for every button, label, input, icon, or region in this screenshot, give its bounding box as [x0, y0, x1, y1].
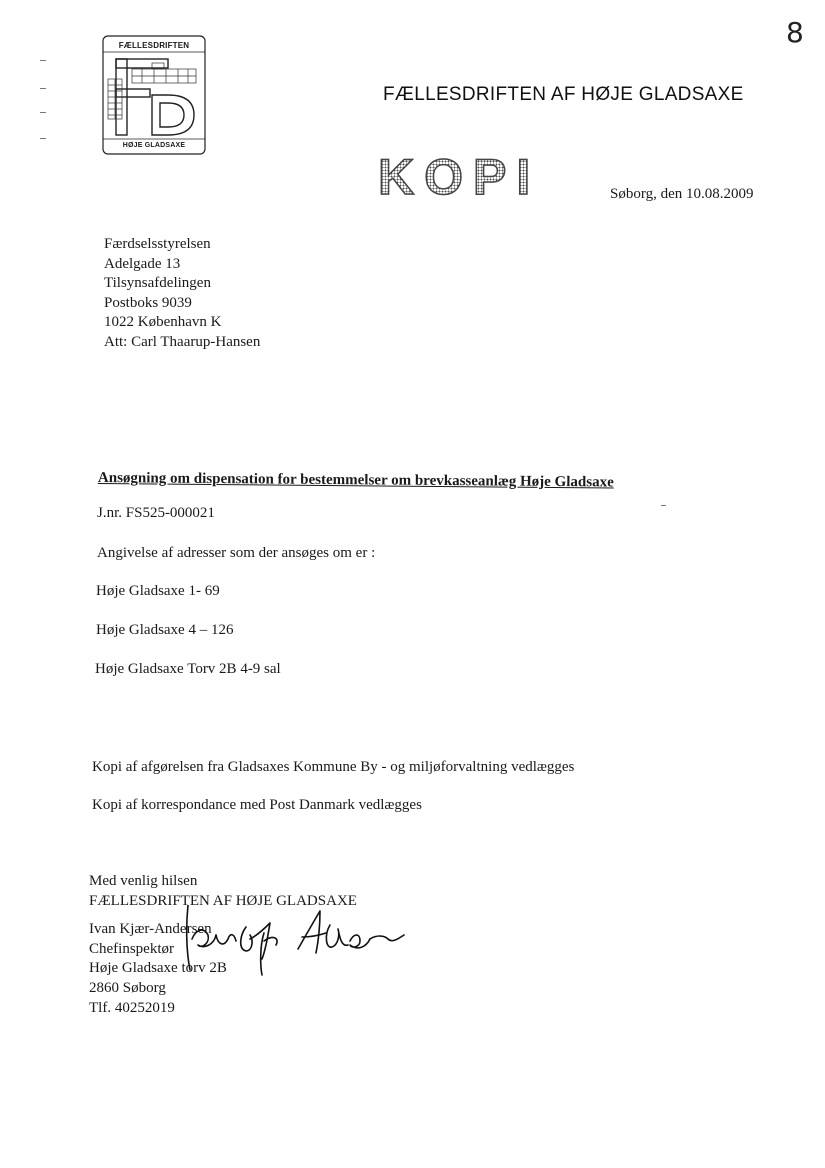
letter-subject: Ansøgning om dispensation for bestemmelser om brevkasseanlæg Høje Gladsaxe	[97, 470, 614, 491]
page-number: 8	[786, 16, 804, 49]
scan-mark	[40, 112, 46, 113]
scan-mark	[40, 60, 46, 61]
recipient-line: Færdselsstyrelsen	[104, 236, 211, 252]
signer-organization: FÆLLESDRIFTEN AF HØJE GLADSAXE	[89, 892, 357, 909]
intro-text: Angivelse af adresser som der ansøges om er :	[97, 545, 376, 561]
signer-street: Høje Gladsaxe torv 2B	[89, 960, 227, 977]
company-logo	[102, 35, 206, 155]
logo-bottom-text: HØJE GLADSAXE	[122, 142, 186, 149]
recipient-line: Adelgade 13	[104, 255, 181, 272]
handwritten-signature	[180, 905, 410, 985]
signer-phone: Tlf. 40252019	[89, 999, 175, 1016]
attachment-line: Kopi af korrespondance med Post Danmark vedlægges	[92, 797, 422, 813]
signer-city: 2860 Søborg	[89, 979, 166, 996]
closing-text: Med venlig hilsen	[89, 873, 198, 889]
reference-number: J.nr. FS525-000021	[97, 505, 215, 521]
address-item: Høje Gladsaxe 1- 69	[96, 583, 220, 599]
recipient-line: Postboks 9039	[104, 294, 192, 311]
recipient-line: Tilsynsafdelingen	[104, 275, 211, 292]
attachment-line: Kopi af afgørelsen fra Gladsaxes Kommune By - og miljøforvaltning vedlægges	[92, 759, 575, 775]
scan-mark	[661, 505, 666, 506]
kopi-stamp: KOPI	[378, 149, 541, 205]
scan-mark	[40, 88, 46, 89]
address-item: Høje Gladsaxe 4 – 126	[96, 622, 234, 638]
address-item: Høje Gladsaxe Torv 2B 4-9 sal	[95, 661, 281, 677]
recipient-address	[104, 235, 260, 353]
recipient-line: Att: Carl Thaarup-Hansen	[104, 333, 261, 350]
signer-title: Chefinspektør	[89, 940, 174, 957]
signer-name: Ivan Kjær-Andersen	[89, 921, 212, 938]
recipient-line: 1022 København K	[104, 314, 222, 331]
letter-date: Søborg, den 10.08.2009	[610, 186, 754, 202]
scan-mark	[40, 138, 46, 139]
fd-logo-icon	[102, 35, 206, 155]
organization-heading: FÆLLESDRIFTEN AF HØJE GLADSAXE	[383, 84, 744, 105]
logo-top-text: FÆLLESDRIFTEN	[118, 41, 190, 50]
